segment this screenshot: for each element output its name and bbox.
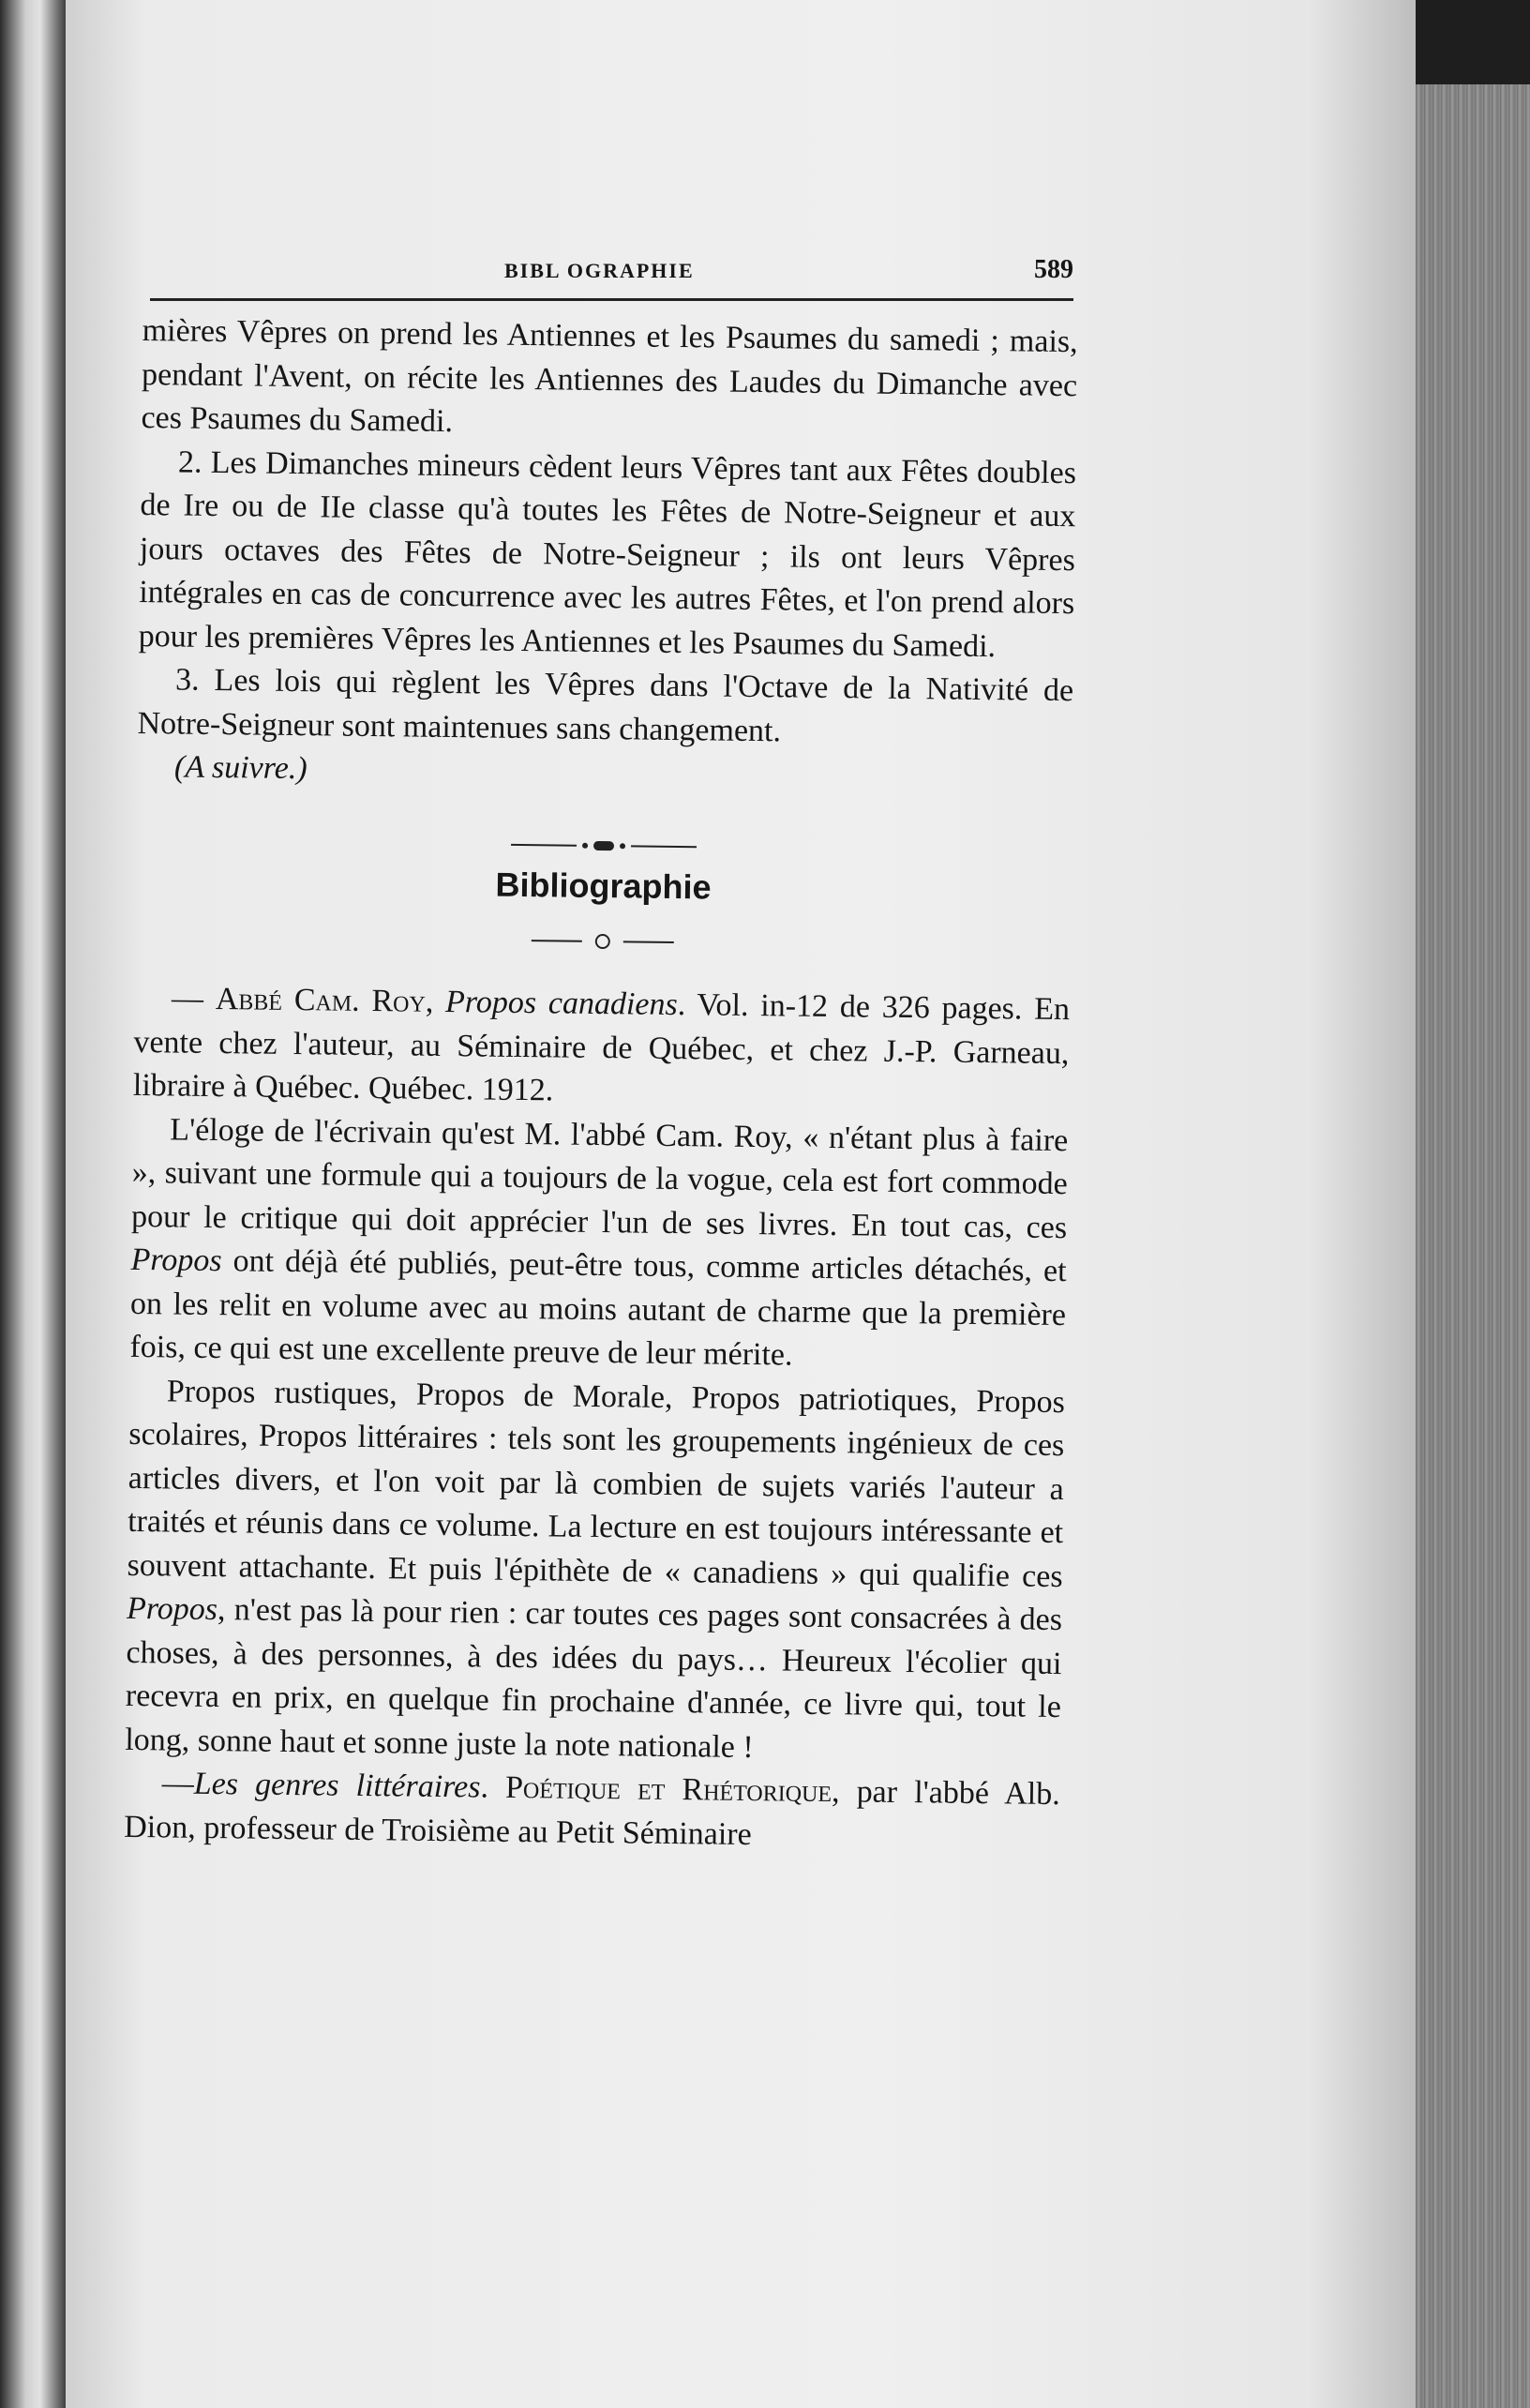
- running-header: [150, 253, 1073, 300]
- running-title: BIBL OGRAPHIE: [504, 259, 695, 282]
- separator-line-left: [532, 940, 582, 942]
- ornament-line-left: [511, 843, 577, 846]
- dark-background: [1416, 0, 1530, 84]
- review-paragraph-1: [129, 1107, 1068, 1380]
- review-paragraph-2: [125, 1369, 1065, 1773]
- ornament-dot-right: [620, 843, 625, 849]
- entry-book-title: Propos canadiens: [444, 985, 678, 1023]
- entry-author: Abbé Cam. Roy: [215, 982, 427, 1019]
- review-text: , n'est pas là pour rien : car toutes ces pages sont consacrées à des choses, à des personnes, à des idées du pays… Heureux l'écolier qui recevra en prix, en quelque fin prochaine d'année, ce livre qui, tout le long, sonne haut et sonne juste la note nationale !: [125, 1592, 1063, 1765]
- entry-details: . Vol. in-12 de 326 pages. En vente chez l'auteur, au Séminaire de Québec, et chez J.-P. Garneau, libraire à Québec. Québec. 1912.: [132, 987, 1071, 1108]
- review-text: L'éloge de l'écrivain qu'est M. l'abbé Cam. Roy, « n'étant plus à faire », suivant une formule qui a toujours de la vogue, cela est fort commode pour le critique qui doit apprécier l'un de ses livres. En tout cas, ces: [130, 1111, 1069, 1245]
- paragraph-continued: mières Vêpres on prend les Antiennes et les Psaumes du samedi ; mais, pendant l'Avent, on récite les Antiennes des Laudes du Dimanche avec ces Psaumes du Samedi.: [141, 312, 1078, 440]
- separator-line-right: [623, 941, 674, 943]
- review-italic: Propos: [130, 1242, 222, 1279]
- section-ornament: [136, 830, 1072, 860]
- entry-dash: —: [161, 1766, 195, 1801]
- entry-subtitle: Poétique et Rhétorique: [504, 1769, 832, 1810]
- ornament-center: [593, 840, 614, 850]
- small-separator: [135, 925, 1071, 958]
- review-text: Propos rustiques, Propos de Morale, Propos patriotiques, Propos scolaires, Propos littéraires : tels sont les groupements ingénieux de ces articles divers, et l'on voit par là combien de sujets variés l'auteur a traités et réunis dans ce volume. La lecture en est toujours intéressante et souvent attachante. Et puis l'épithète de « canadiens » qui qualifie ces: [127, 1373, 1066, 1594]
- ornament-line-right: [631, 845, 697, 848]
- to-be-continued: (A suivre.): [173, 749, 308, 787]
- paragraph-2: 2. Les Dimanches mineurs cèdent leurs Vêpres tant aux Fêtes doubles de Ire ou de IIe classe qu'à toutes les Fêtes de Notre-Seigneur et aux jours octaves des Fêtes de Notre-Seigneur ; ils ont leurs Vêpres intégrales en cas de concurrence avec les autres Fêtes, et l'on prend alors pour les premières Vêpres les Antiennes et les Psaumes du Samedi.: [138, 444, 1077, 664]
- entry-details: , par l'abbé Alb. Dion, professeur de Troisième au Petit Séminaire: [124, 1774, 1060, 1852]
- page-number: 589: [1034, 255, 1073, 284]
- review-text: ont déjà été publiés, peut-être tous, comme articles détachés, et on les relit en volume avec au moins autant de charme que la première fois, ce qui est une excellente preuve de leur mérite.: [129, 1243, 1067, 1373]
- entry-dash: —: [171, 981, 217, 1017]
- entry-separator: ,: [425, 984, 446, 1020]
- review-italic: Propos: [126, 1590, 218, 1628]
- page-stack-edge: [1416, 84, 1530, 2408]
- paragraph-3: 3. Les lois qui règlent les Vêpres dans l'Octave de la Nativité de Notre-Seigneur sont maintenues sans changement.: [137, 662, 1074, 748]
- ornament-dot-left: [582, 842, 588, 848]
- bibliography-entry-2: [124, 1762, 1060, 1860]
- separator-circle: [595, 934, 610, 949]
- entry-book-title: Les genres littéraires: [193, 1766, 481, 1805]
- previous-page-edge: [0, 0, 73, 2408]
- header-rule: [150, 298, 1073, 301]
- entry-separator: .: [480, 1769, 506, 1805]
- section-title: Bibliographie: [495, 865, 712, 906]
- page-body: [124, 309, 1078, 1860]
- bibliography-entry-1: [133, 977, 1071, 1120]
